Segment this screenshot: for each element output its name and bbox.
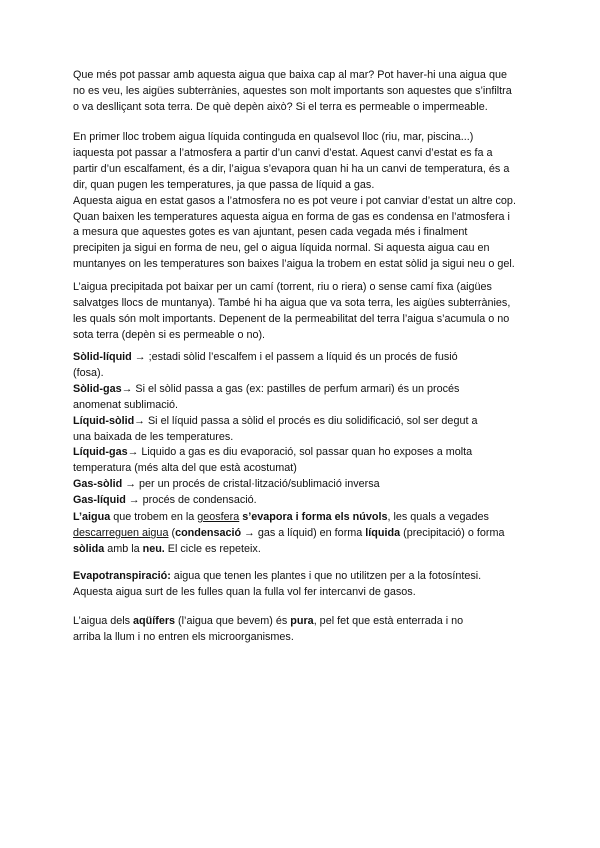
text-line: sota terra (depèn si es permeable o no). [73,328,266,341]
aquifers-paragraph [73,614,527,646]
text-line: En primer lloc trobem aigua líquida continguda en qualsevol lloc (riu, mar, piscina...) [73,131,474,143]
text-line: Aquesta aigua surt de les fulles quan la fulla vol fer intercanvi de gasos. [73,585,416,598]
list-item: Gas-líquid → procés de condensació. [73,494,257,507]
text-line: salvatges llocs de muntanya). També hi ha aigua que va sota terra, les aigües subterrànies, [73,296,511,309]
intro-paragraph [73,68,527,116]
term: Sòlid-gas [73,382,122,395]
list-item: Sòlid-líquid → ;estadi sòlid l’escalfem i el passem a líquid és un procés de fusió [73,351,458,363]
water-cycle-paragraph [73,510,527,558]
evaporation-paragraph [73,130,527,273]
text-line: o va deslliçant sota terra. De què depèn això? Si el terra es permeable o impermeable. [73,100,488,113]
text-line: L’aigua que trobem en la geosfera s’evapora i forma els núvols, les quals a vegades [73,511,489,523]
text-line: les quals són molt importants. Depenent de la permeabilitat del terra l’aigua s’acumula o no [73,312,510,325]
text-line: precipiten ja sigui en forma de neu, gel o aigua líquida normal. Si aquesta aigua cau en [73,242,490,255]
term: Gas-líquid [73,494,126,507]
term: Sòlid-líquid [73,351,132,363]
text-line: descarreguen aigua (condensació → gas a líquid) en forma líquida (precipitació) o forma [73,526,505,539]
text-line: anomenat sublimació. [73,398,179,411]
text-line: partir d’un escalfament, és a dir, l’aigua s’evapora quan hi ha un canvi de temperatura, és a [73,162,510,175]
text-line: temperatura (més alta del que està acostumat) [73,462,297,475]
text-line: Que més pot passar amb aquesta aigua que baixa cap al mar? Pot haver-hi una aigua que [73,69,507,81]
text-line: L’aigua dels aqüífers (l’aigua que bevem) és pura, pel fet que està enterrada i no [73,615,464,627]
list-item: Gas-sòlid → per un procés de cristal·lització/sublimació inversa [73,478,380,491]
evapotranspiration-paragraph [73,569,527,601]
term: Gas-sòlid [73,478,123,491]
list-item: Sòlid-gas→ Si el sòlid passa a gas (ex: pastilles de perfum armari) és un procés [73,382,460,395]
list-item: Líquid-gas→ Liquido a gas es diu evaporació, sol passar quan ho exposes a molta [73,446,473,459]
text-line: (fosa). [73,366,104,379]
term: Líquid-gas [73,446,128,459]
text-line: sòlida amb la neu. El cicle es repeteix. [73,542,261,555]
text-line: dir, quan pugen les temperatures, ja que passa de líquid a gas. [73,178,375,191]
text-line: L’aigua precipitada pot baixar per un camí (torrent, riu o riera) o sense camí fixa (aigües [73,281,492,293]
text-line: una baixada de les temperatures. [73,430,234,443]
text-line: no es veu, les aigües subterrànies, aquestes son molt importants son aquestes que s’infiltra [73,84,512,97]
state-changes-list [73,350,527,509]
list-item: Líquid-sòlid→ Si el líquid passa a sòlid el procés es diu solidificació, sol ser degut a [73,414,478,427]
text-line: muntanyes on les temperatures son baixes l’aigua la trobem en estat sòlid ja sigui neu o gel. [73,258,515,271]
text-line: Aquesta aigua en estat gasos a l’atmosfera no es pot veure i pot canviar d’estat un altre cop. [73,194,516,207]
text-line: arriba la llum i no entren els microorganismes. [73,630,294,643]
precipitation-paragraph [73,280,527,344]
term: Líquid-sòlid [73,414,135,427]
text-line: a mesura que aquestes gotes es van ajuntant, pesen cada vegada més i finalment [73,226,468,239]
text-line: Evapotranspiració: aigua que tenen les plantes i que no utilitzen per a la fotosíntesi. [73,570,482,582]
text-line: Quan baixen les temperatures aquesta aigua en forma de gas es condensa en l’atmosfera i [73,210,510,223]
text-line: iaquesta pot passar a l’atmosfera a partir d’un canvi d’estat. Aquest canvi d’estat es fa a [73,146,493,159]
